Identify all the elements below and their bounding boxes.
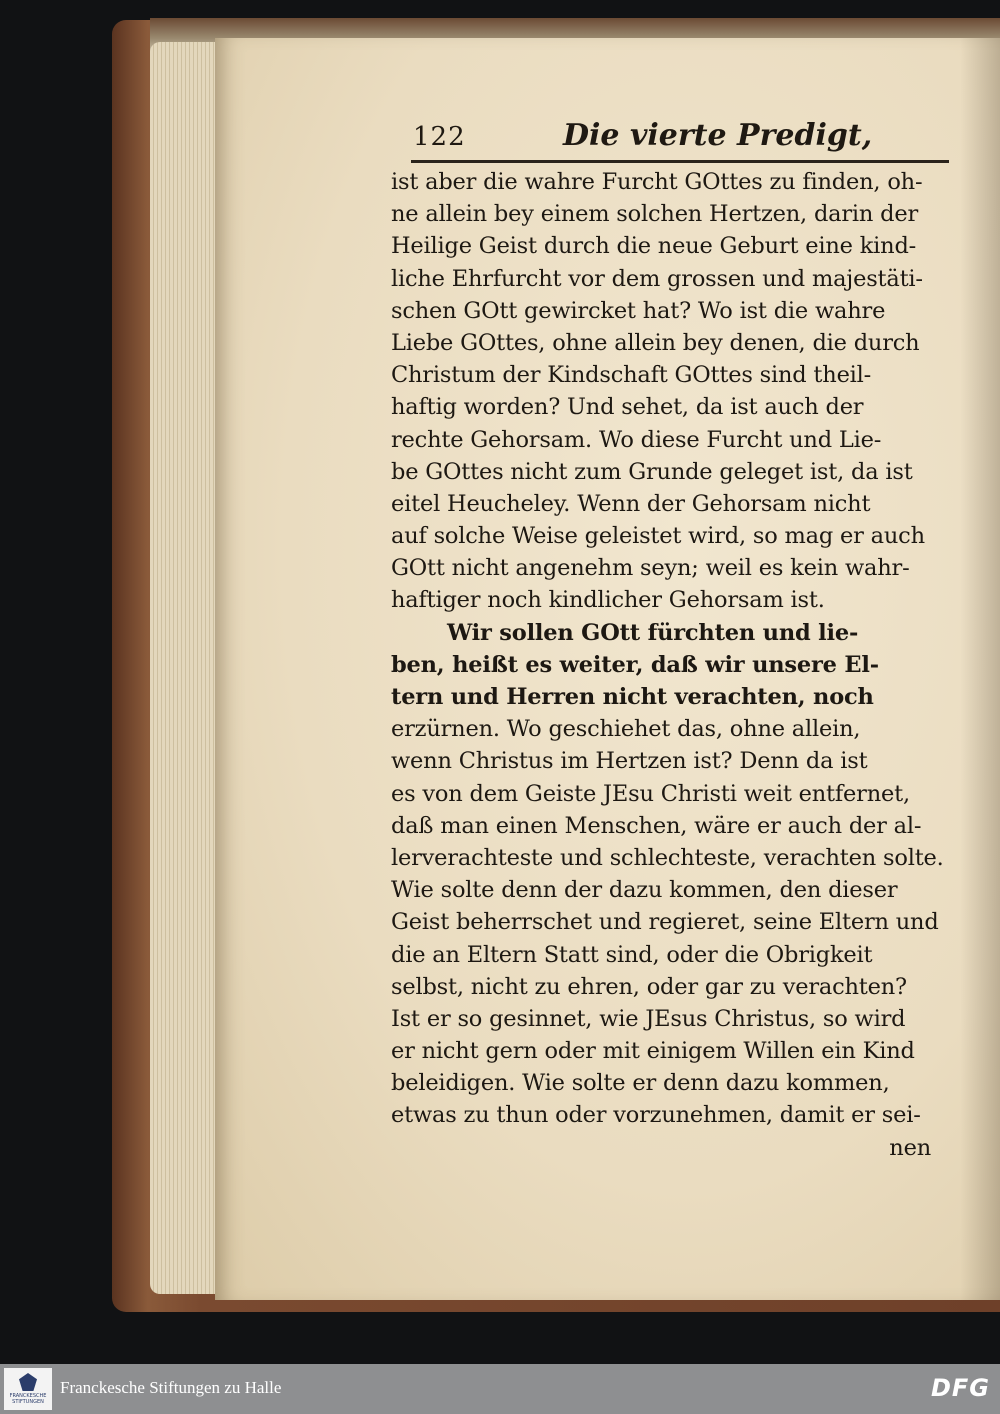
institution-logo[interactable] <box>4 1368 52 1410</box>
text-line: er nicht gern oder mit einigem Willen ein Kind <box>391 1038 915 1065</box>
text-line: lerverachteste und schlechteste, verachten solte. <box>391 844 944 871</box>
text-line: Liebe GOttes, ohne allein bey denen, die durch <box>391 329 920 356</box>
page-number: 122 <box>413 122 466 152</box>
text-line: Wir sollen GOtt fürchten und lie- <box>447 619 859 646</box>
running-title: Die vierte Predigt, <box>563 118 873 153</box>
text-line: erzürnen. Wo geschiehet das, ohne allein, <box>391 716 861 743</box>
text-line: schen GOtt gewircket hat? Wo ist die wahre <box>391 297 886 324</box>
text-line: Geist beherrschet und regieret, seine Eltern und <box>391 909 939 936</box>
text-line: etwas zu thun oder vorzunehmen, damit er sei- <box>391 1102 921 1129</box>
text-line: haftig worden? Und sehet, da ist auch der <box>391 394 864 421</box>
logo-text: FRANCKESCHE STIFTUNGEN <box>9 1393 47 1405</box>
text-line: GOtt nicht angenehm seyn; weil es kein wahr- <box>391 555 910 582</box>
body-text <box>391 166 951 1164</box>
text-line: beleidigen. Wie solte er denn dazu kommen, <box>391 1070 890 1097</box>
text-line: Wie solte denn der dazu kommen, den dieser <box>391 877 898 904</box>
catchword: nen <box>889 1134 931 1161</box>
text-line: wenn Christus im Hertzen ist? Denn da ist <box>391 748 868 775</box>
page-shadow <box>960 38 1000 1300</box>
book-page <box>215 38 1000 1300</box>
text-line: haftiger noch kindlicher Gehorsam ist. <box>391 587 825 614</box>
text-line: auf solche Weise geleistet wird, so mag er auch <box>391 523 925 550</box>
text-line: liche Ehrfurcht vor dem grossen und majestäti- <box>391 265 923 292</box>
text-line: rechte Gehorsam. Wo diese Furcht und Lie- <box>391 426 882 453</box>
text-line: es von dem Geiste JEsu Christi weit entfernet, <box>391 780 910 807</box>
text-line: ne allein bey einem solchen Hertzen, darin der <box>391 201 919 228</box>
text-line: be GOttes nicht zum Grunde geleget ist, da ist <box>391 458 913 485</box>
text-line: eitel Heucheley. Wenn der Gehorsam nicht <box>391 490 871 517</box>
text-line: daß man einen Menschen, wäre er auch der al- <box>391 812 922 839</box>
institution-name[interactable]: Franckesche Stiftungen zu Halle <box>60 1378 282 1397</box>
footer-bar <box>0 1364 1000 1414</box>
text-line: selbst, nicht zu ehren, oder gar zu verachten? <box>391 973 907 1000</box>
text-line: Ist er so gesinnet, wie JEsus Christus, so wird <box>391 1005 906 1032</box>
text-line: Christum der Kindschaft GOttes sind theil- <box>391 362 872 389</box>
header-rule <box>411 160 949 163</box>
text-line: tern und Herren nicht verachten, noch <box>391 684 874 710</box>
page-header <box>413 118 973 158</box>
dfg-logo[interactable]: DFG <box>930 1374 990 1402</box>
logo-emblem-icon <box>19 1373 37 1391</box>
text-line: Heilige Geist durch die neue Geburt eine kind- <box>391 233 917 260</box>
text-line: ben, heißt es weiter, daß wir unsere El- <box>391 651 879 678</box>
text-line: ist aber die wahre Furcht GOttes zu finden, oh- <box>391 169 923 195</box>
text-line: die an Eltern Statt sind, oder die Obrigkeit <box>391 941 873 968</box>
